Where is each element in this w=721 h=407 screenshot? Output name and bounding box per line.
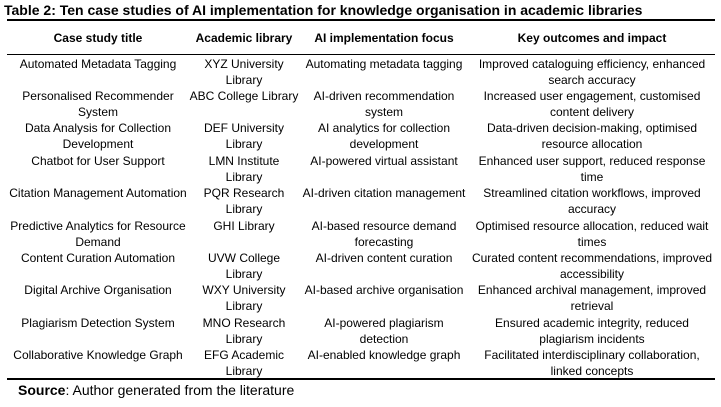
cell-ai-focus: AI-powered plagiarism detection xyxy=(324,315,444,346)
cell-case-study-title: Digital Archive Organisation xyxy=(24,283,172,298)
cell-ai-focus: AI-driven content curation xyxy=(315,250,453,265)
table-row xyxy=(7,347,715,379)
cell-outcomes-impact: Optimised resource allocation, reduced wait times xyxy=(475,218,709,249)
cell-outcomes-impact: Streamlined citation workflows, improved accuracy xyxy=(483,186,701,217)
table-row xyxy=(7,120,715,152)
source-label: Source xyxy=(18,382,66,398)
cell-outcomes-impact: Enhanced user support, reduced response time xyxy=(478,153,706,184)
cell-academic-library: EFG Academic Library xyxy=(203,348,285,379)
table-row xyxy=(7,185,715,217)
cell-case-study-title: Collaborative Knowledge Graph xyxy=(13,348,183,363)
cell-academic-library: DEF University Library xyxy=(203,121,284,152)
table-row xyxy=(7,218,715,250)
cell-outcomes-impact: Ensured academic integrity, reduced plagiarism incidents xyxy=(495,315,689,346)
cell-case-study-title: Automated Metadata Tagging xyxy=(19,57,177,71)
cell-academic-library: UVW College Library xyxy=(207,250,281,281)
cell-academic-library: LMN Institute Library xyxy=(208,153,280,184)
table-row xyxy=(7,315,715,347)
column-header: Key outcomes and impact xyxy=(517,30,667,45)
cell-academic-library: GHI Library xyxy=(213,218,275,233)
cell-case-study-title: Content Curation Automation xyxy=(20,250,176,265)
cell-academic-library: XYZ University Library xyxy=(204,57,284,87)
cell-ai-focus: AI-driven recommendation system xyxy=(313,89,455,119)
table-body xyxy=(7,54,715,380)
cell-academic-library: PQR Research Library xyxy=(203,186,285,217)
cell-ai-focus: AI-enabled knowledge graph xyxy=(307,348,461,363)
table-row xyxy=(7,54,715,88)
cell-ai-focus: Automating metadata tagging xyxy=(305,57,463,71)
cell-ai-focus: AI-based resource demand forecasting xyxy=(311,218,457,249)
cell-case-study-title: Data Analysis for Collection Development xyxy=(24,121,172,152)
cell-case-study-title: Plagiarism Detection System xyxy=(21,315,175,330)
table-row xyxy=(7,153,715,185)
column-header: Case study title xyxy=(53,30,143,45)
header-row xyxy=(7,21,715,54)
cell-academic-library: WXY University Library xyxy=(202,283,286,314)
cell-case-study-title: Predictive Analytics for Resource Demand xyxy=(10,218,186,249)
cell-outcomes-impact: Enhanced archival management, improved retrieval xyxy=(477,283,707,314)
cell-case-study-title: Personalised Recommender System xyxy=(22,89,174,119)
column-header: Academic library xyxy=(195,30,293,45)
cell-ai-focus: AI analytics for collection development xyxy=(317,121,451,152)
table-row xyxy=(7,282,715,314)
table-row xyxy=(7,88,715,120)
cell-case-study-title: Citation Management Automation xyxy=(9,186,187,201)
source-text: : Author generated from the literature xyxy=(65,382,295,398)
source-note xyxy=(18,381,294,399)
cell-ai-focus: AI-driven citation management xyxy=(302,186,466,201)
column-header: AI implementation focus xyxy=(314,30,454,45)
cell-outcomes-impact: Facilitated interdisciplinary collaboration, linked concepts xyxy=(484,348,700,379)
table-row xyxy=(7,250,715,282)
table-caption: Table 2: Ten case studies of AI implementation for knowledge organisation in academic libraries xyxy=(4,2,643,18)
cell-outcomes-impact: Improved cataloguing efficiency, enhanced search accuracy xyxy=(478,57,706,87)
cell-academic-library: ABC College Library xyxy=(189,89,299,103)
cell-outcomes-impact: Increased user engagement, customised content delivery xyxy=(483,89,701,119)
cell-academic-library: MNO Research Library xyxy=(202,315,286,346)
cell-ai-focus: AI-based archive organisation xyxy=(304,283,464,298)
cell-outcomes-impact: Curated content recommendations, improved accessibility xyxy=(471,250,713,281)
cell-ai-focus: AI-powered virtual assistant xyxy=(310,153,458,168)
cell-case-study-title: Chatbot for User Support xyxy=(31,153,165,168)
cell-outcomes-impact: Data-driven decision-making, optimised resource allocation xyxy=(486,121,698,152)
case-studies-table xyxy=(7,21,715,380)
